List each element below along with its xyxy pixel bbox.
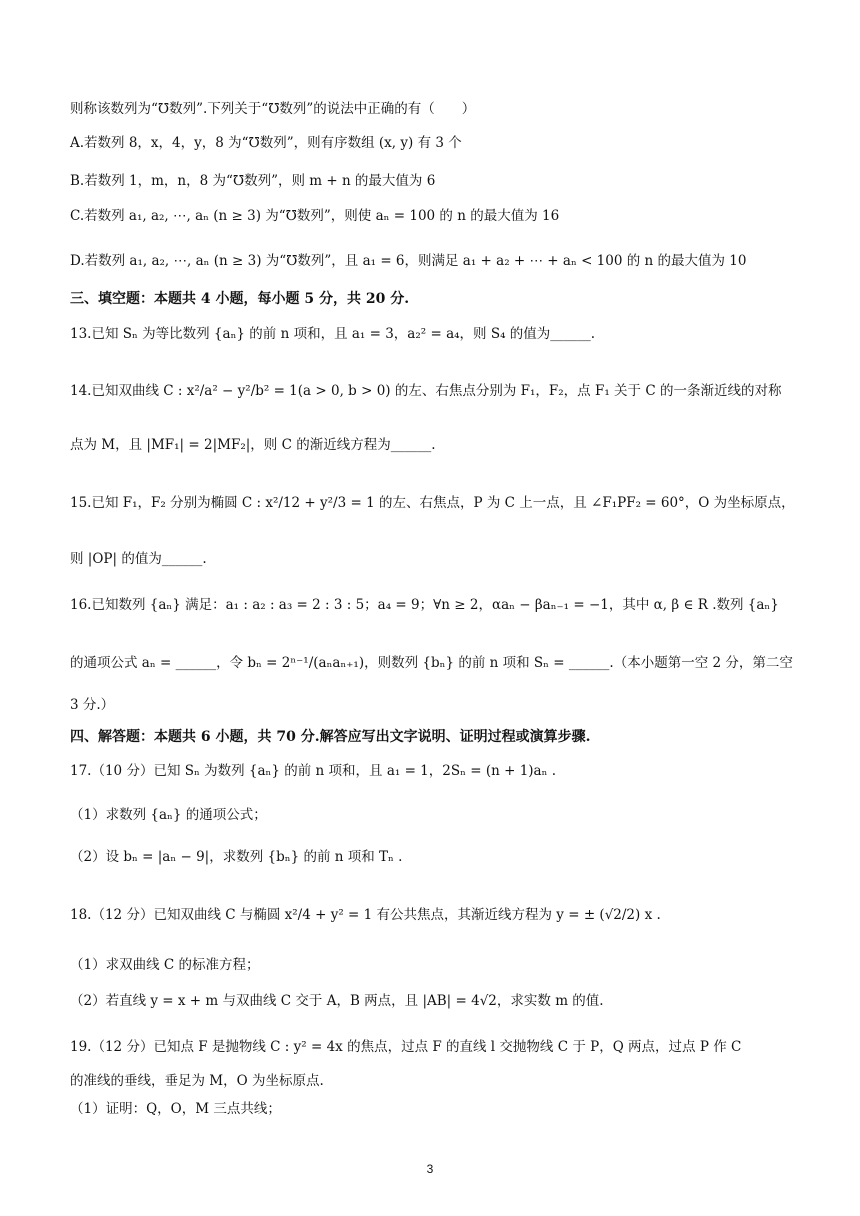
question-14-line-2: 点为 M，且 |MF₁| = 2|MF₂|，则 C 的渐近线方程为______.	[70, 437, 436, 453]
page-number: 3	[426, 1162, 434, 1176]
question-16-line-3: 3 分.）	[70, 697, 115, 713]
question-16-line-2: 的通项公式 aₙ = ______，令 bₙ = 2ⁿ⁻¹/(aₙaₙ₊₁)，则数列 {bₙ} 的前 n 项和 Sₙ = ______.（本小题第一空 2 分，第二空	[70, 655, 793, 671]
question-15-line-2: 则 |OP| 的值为______.	[70, 551, 207, 567]
question-16-line-1: 16.已知数列 {aₙ} 满足：a₁ : a₂ : a₃ = 2 : 3 : 5；a₄ = 9；∀n ≥ 2，αaₙ − βaₙ₋₁ = −1，其中 α, β ∈ R .数列 {aₙ}	[70, 597, 779, 613]
question-18: 18.（12 分）已知双曲线 C 与椭圆 x²/4 + y² = 1 有公共焦点，其渐近线方程为 y = ± (√2/2) x .	[70, 907, 661, 923]
question-17-part-2: （2）设 bₙ = |aₙ − 9|，求数列 {bₙ} 的前 n 项和 Tₙ .	[70, 849, 403, 865]
question-14-line-1: 14.已知双曲线 C : x²/a² − y²/b² = 1(a > 0, b > 0) 的左、右焦点分别为 F₁，F₂，点 F₁ 关于 C 的一条渐近线的对称	[70, 383, 782, 399]
question-18-part-1: （1）求双曲线 C 的标准方程；	[70, 957, 260, 973]
option-c: C.若数列 a₁, a₂, ⋯, aₙ (n ≥ 3) 为“℧数列”，则使 aₙ = 100 的 n 的最大值为 16	[70, 208, 560, 224]
option-a: A.若数列 8，x，4，y，8 为“℧数列”，则有序数组 (x, y) 有 3 个	[70, 135, 462, 151]
question-19-line-1: 19.（12 分）已知点 F 是抛物线 C : y² = 4x 的焦点，过点 F 的直线 l 交抛物线 C 于 P，Q 两点，过点 P 作 C	[70, 1039, 742, 1055]
option-d: D.若数列 a₁, a₂, ⋯, aₙ (n ≥ 3) 为“℧数列”，且 a₁ = 6，则满足 a₁ + a₂ + ⋯ + aₙ < 100 的 n 的最大值为 10	[70, 253, 747, 269]
section-3-heading: 三、填空题：本题共 4 小题，每小题 5 分，共 20 分.	[70, 291, 410, 307]
option-b: B.若数列 1，m，n，8 为“℧数列”，则 m + n 的最大值为 6	[70, 173, 436, 189]
question-19-line-2: 的准线的垂线，垂足为 M，O 为坐标原点.	[70, 1073, 324, 1089]
question-17-part-1: （1）求数列 {aₙ} 的通项公式；	[70, 807, 267, 823]
question-18-part-2: （2）若直线 y = x + m 与双曲线 C 交于 A，B 两点，且 |AB| = 4√2，求实数 m 的值.	[70, 993, 604, 1009]
question-15-line-1: 15.已知 F₁，F₂ 分别为椭圆 C : x²/12 + y²/3 = 1 的左、右焦点，P 为 C 上一点，且 ∠F₁PF₂ = 60°，O 为坐标原点，	[70, 495, 795, 511]
question-17: 17.（10 分）已知 Sₙ 为数列 {aₙ} 的前 n 项和，且 a₁ = 1，2Sₙ = (n + 1)aₙ .	[70, 763, 557, 779]
question-12-stem-end: 则称该数列为“℧数列”.下列关于“℧数列”的说法中正确的有（ ）	[70, 101, 476, 117]
question-13: 13.已知 Sₙ 为等比数列 {aₙ} 的前 n 项和，且 a₁ = 3，a₂² = a₄，则 S₄ 的值为______.	[70, 326, 596, 342]
question-19-part-1: （1）证明：Q，O，M 三点共线；	[70, 1101, 281, 1117]
section-4-heading: 四、解答题：本题共 6 小题，共 70 分.解答应写出文字说明、证明过程或演算步骤.	[70, 729, 591, 745]
